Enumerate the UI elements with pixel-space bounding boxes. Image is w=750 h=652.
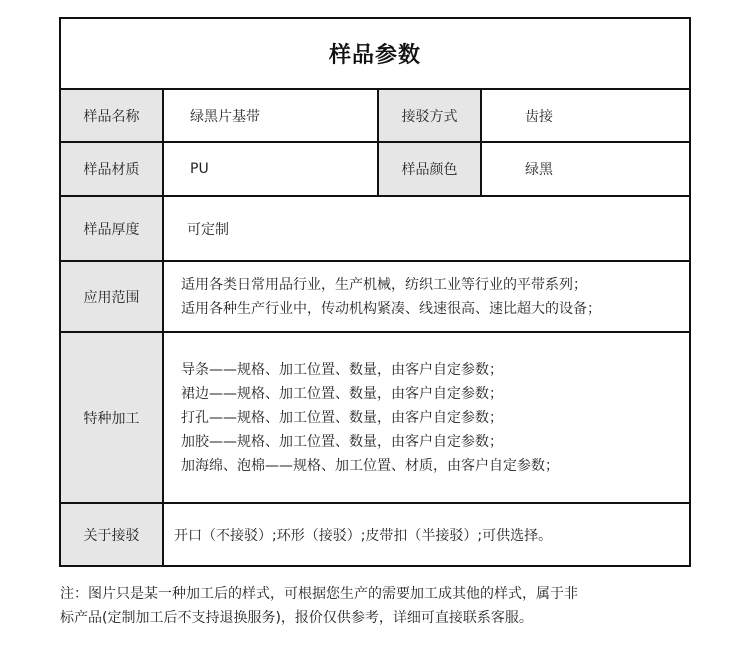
row-sample-material: [61, 141, 689, 195]
label-special-processing: 特种加工: [61, 333, 164, 502]
footnote: [60, 582, 700, 630]
value-joint-info: 开口（不接驳）;环形（接驳）;皮带扣（半接驳）;可供选择。: [174, 527, 553, 544]
table-title: 样品参数: [328, 43, 421, 68]
special-line: 裙边——规格、加工位置、数量，由客户自定参数；: [181, 385, 503, 402]
label-sample-material: 样品材质: [61, 143, 164, 195]
special-line: 打孔——规格、加工位置、数量，由客户自定参数；: [181, 409, 503, 426]
footnote-line: 注：图片只是某一种加工后的样式，可根据您生产的需要加工成其他的样式，属于非: [60, 586, 578, 602]
special-line: 加海绵、泡棉——规格、加工位置、材质，由客户自定参数；: [181, 457, 559, 474]
row-joint-info: [61, 502, 689, 565]
special-line: 导条——规格、加工位置、数量，由客户自定参数；: [181, 361, 503, 378]
value-joint-method: 齿接: [525, 108, 553, 125]
sample-parameters-table: [59, 17, 691, 567]
value-sample-color: 绿黑: [525, 162, 553, 178]
application-lines: [164, 262, 689, 331]
value-sample-material: PU: [190, 161, 209, 177]
value-sample-thickness: 可定制: [187, 221, 229, 238]
label-application: 应用范围: [61, 262, 164, 331]
value-sample-name: 绿黑片基带: [190, 108, 260, 125]
label-sample-thickness: 样品厚度: [61, 197, 164, 260]
special-processing-lines: [164, 333, 689, 502]
row-sample-name: [61, 88, 689, 141]
footnote-line: 标产品(定制加工后不支持退换服务)，报价仅供参考，详细可直接联系客服。: [60, 610, 533, 626]
application-line: 适用各种生产行业中，传动机构紧凑、线速很高、速比超大的设备；: [181, 300, 601, 317]
special-line: 加胶——规格、加工位置、数量，由客户自定参数；: [181, 433, 503, 450]
label-joint-info: 关于接驳: [61, 504, 164, 565]
label-sample-name: 样品名称: [61, 90, 164, 141]
row-special-processing: [61, 331, 689, 502]
label-sample-color: 样品颜色: [377, 143, 482, 195]
row-application: [61, 260, 689, 331]
label-joint-method: 接驳方式: [377, 90, 482, 141]
row-sample-thickness: [61, 195, 689, 260]
application-line: 适用各类日常用品行业，生产机械，纺织工业等行业的平带系列；: [181, 276, 587, 293]
